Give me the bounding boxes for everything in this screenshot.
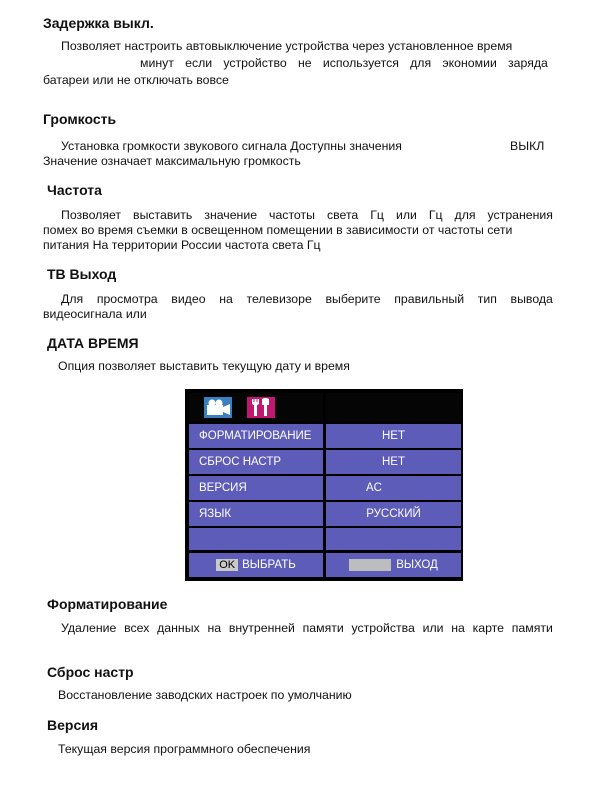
menu-row-format-value[interactable]: НЕТ [326,424,461,448]
frequency-heading: Частота [47,182,102,198]
frequency-text-1 [61,207,553,223]
delay-text-2-word: не [297,56,312,70]
frequency-text-1-word: или [395,208,417,222]
delay-text-3: батареи или не отключать вовсе [43,73,229,87]
format-text-1-word: всех [124,621,150,635]
format-text-1-word: данных [157,621,200,635]
video-camera-icon[interactable] [204,397,232,418]
tv-text-1-word: выберите [325,292,381,306]
menu-tab-bar [189,393,323,422]
frequency-text-1-word: значение [204,208,258,222]
tv-text-1-word: тип [477,292,497,306]
datetime-text-1: Опция позволяет выставить текущую дату и время [58,359,350,373]
tv-text-1-word: вывода [510,292,553,306]
format-text-1-word: на [451,621,465,635]
version-heading: Версия [47,717,99,733]
format-text-1-word: памяти [302,621,344,635]
frequency-text-1-word: для [454,208,476,222]
tv-text-1-word: видео [171,292,206,306]
version-text-1: Текущая версия программного обеспечения [58,742,311,756]
menu-footer-exit[interactable] [326,553,461,577]
volume-text-1: Установка громкости звукового сигнала Доступны значения [61,139,402,153]
menu-tab-bar-right [326,393,461,422]
format-heading: Форматирование [47,596,168,612]
reset-heading: Сброс настр [47,664,134,680]
ok-key-badge: OK [216,559,238,571]
tools-icon[interactable] [247,397,275,418]
format-text-1-word: памяти [511,621,553,635]
frequency-text-2: помех во время съемки в освещенном помещении в зависимости от частоты сети [43,223,513,237]
format-text-1-word: Удаление [61,621,117,635]
tv-text-1-word: просмотра [96,292,158,306]
delay-text-2-word: экономии [442,56,497,70]
menu-row-version-label[interactable]: ВЕРСИЯ [189,476,323,500]
tv-heading: ТВ Выход [47,266,117,282]
format-text-1-word: на [207,621,222,635]
menu-row-empty-value[interactable] [326,528,461,550]
tv-text-2: видеосигнала или [43,307,147,321]
format-text-1 [61,620,553,636]
tv-text-1-word: Для [61,292,84,306]
menu-row-language-label[interactable]: ЯЗЫК [189,502,323,526]
exit-key-badge [349,559,391,571]
menu-row-reset-value[interactable]: НЕТ [326,450,461,474]
volume-heading: Громкость [43,111,117,127]
menu-row-empty-label[interactable] [189,528,323,550]
tv-text-1 [61,291,553,307]
frequency-text-1-word: света [326,208,359,222]
delay-text-2-word: для [410,56,432,70]
format-text-1-word: карте [472,621,505,635]
frequency-text-1-word: Гц [428,208,443,222]
delay-text-1: Позволяет настроить автовыключение устройства через установленное время [61,39,513,53]
delay-text-2-word: заряда [508,56,548,70]
delay-text-2-word: если [185,56,213,70]
tv-text-1-word: правильный [394,292,465,306]
frequency-text-1-word: выставить [133,208,193,222]
reset-text-1: Восстановление заводских настроек по умолчанию [58,688,352,702]
delay-text-2-word: используется [322,56,399,70]
menu-row-version-value[interactable]: AC [326,476,461,500]
menu-row-reset-label[interactable]: СБРОС НАСТР [189,450,323,474]
frequency-text-1-word: Гц [370,208,384,222]
delay-text-2 [140,55,548,71]
delay-text-2-word: минут [140,56,174,70]
menu-row-format-label[interactable]: ФОРМАТИРОВАНИЕ [189,424,323,448]
frequency-text-1-word: Позволяет [61,208,122,222]
delay-heading: Задержка выкл. [43,15,154,31]
menu-row-language-value[interactable]: РУССКИЙ [326,502,461,526]
frequency-text-3: питания На территории России частота света Гц [43,238,321,252]
settings-menu [185,389,463,581]
tv-text-1-word: на [219,292,233,306]
menu-footer-select[interactable] [189,553,323,577]
tv-text-1-word: телевизоре [246,292,312,306]
format-text-1-word: устройства [351,621,415,635]
frequency-text-1-word: частоты [269,208,315,222]
frequency-text-1-word: устранения [487,208,553,222]
delay-text-2-word: устройство [223,56,287,70]
exit-label: ВЫХОД [396,559,438,571]
volume-text-2: Значение означает максимальную громкость [43,154,301,168]
format-text-1-word: внутренней [228,621,295,635]
select-label: ВЫБРАТЬ [242,559,296,571]
datetime-heading: ДАТА ВРЕМЯ [47,335,139,351]
format-text-1-word: или [422,621,444,635]
volume-text-1-right: ВЫКЛ [510,139,545,153]
